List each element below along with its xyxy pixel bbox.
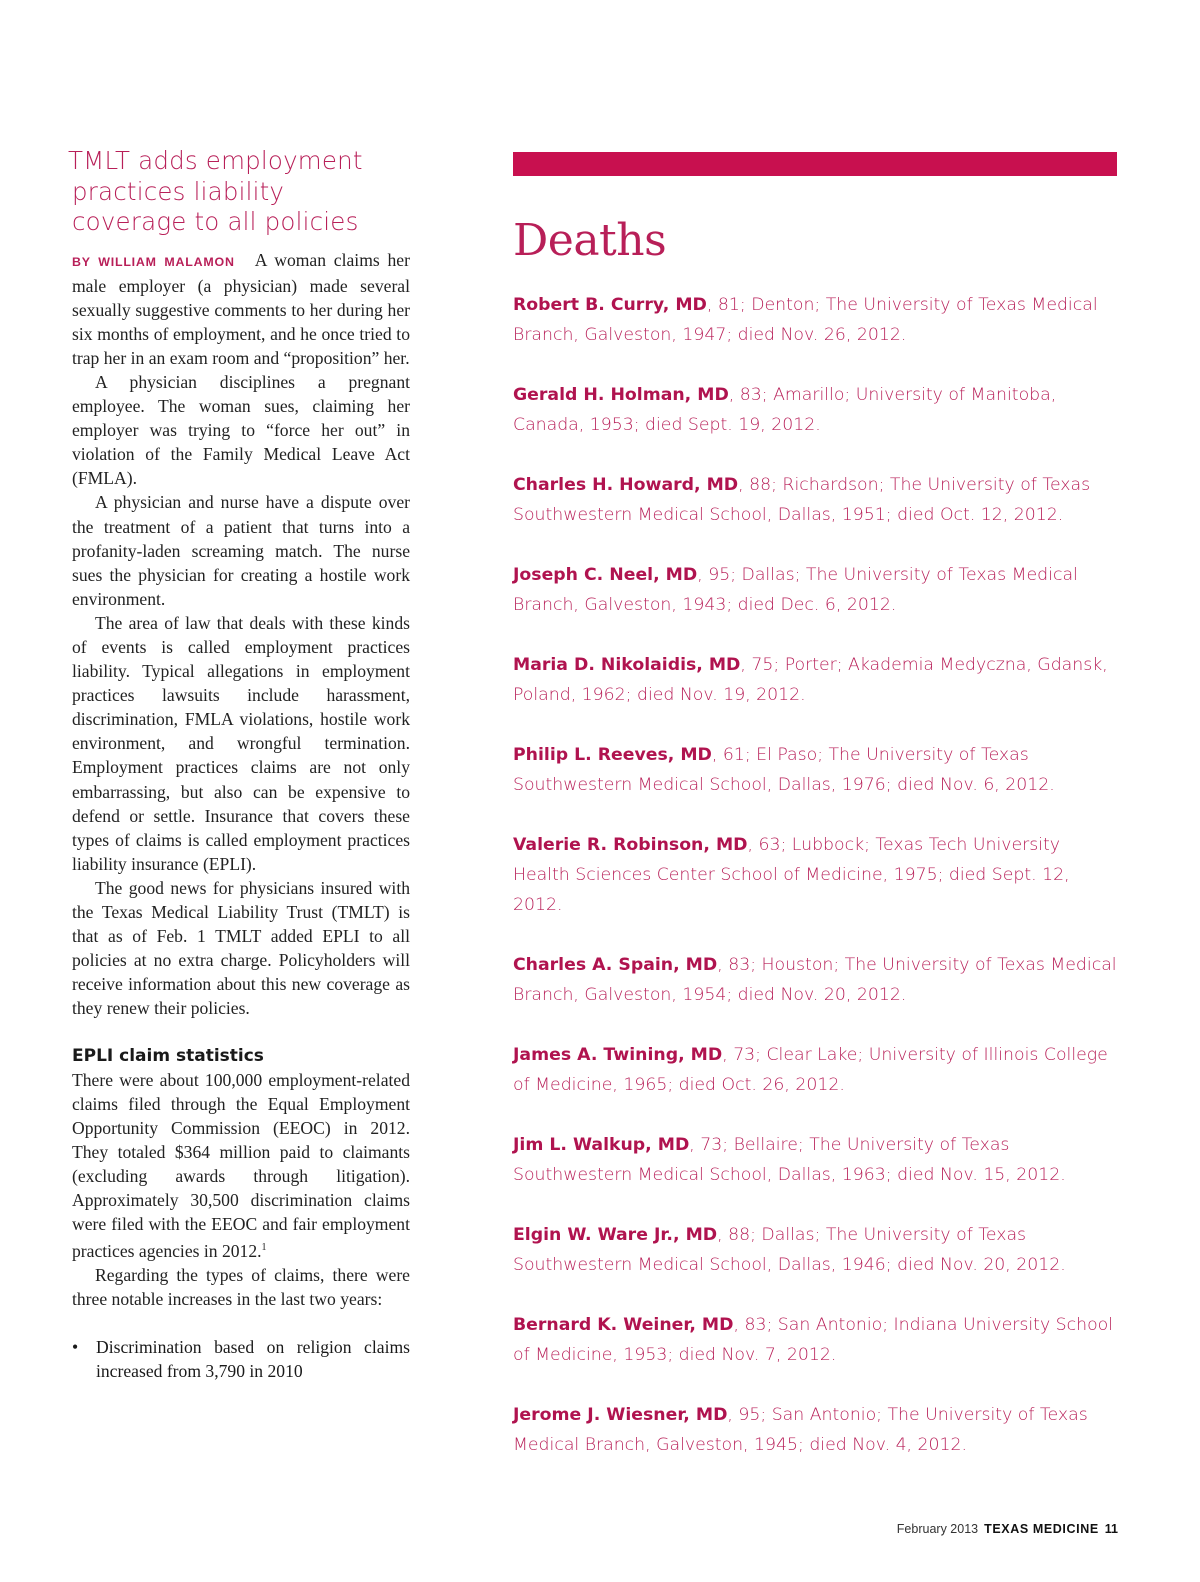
death-entry-details: , 73; Clear Lake; University of Illinois College of Medicine, 1965; died Oct. 26, 2012. xyxy=(513,1045,1108,1095)
types-paragraph: Regarding the types of claims, there were three notable increases in the last two years: xyxy=(72,1265,410,1310)
death-entry-details: , 63; Lubbock; Texas Tech University Health Sciences Center School of Medicine, 1975; died Sept. 12, 2012. xyxy=(513,835,1070,915)
byline: BY WILLIAM MALAMON xyxy=(72,254,235,269)
article-paragraph-4: The area of law that deals with these kinds of events is called employment practices liability. Typical allegations in employment practices lawsuits include harassment, discrimination, FMLA violations, hostile work environment, and wrongful termination. Employment practices claims are not only embarrassing, but also can be expensive to defend or settle. Insurance that covers these types of claims is called employment practices liability insurance (EPLI). xyxy=(72,612,410,874)
death-entry-name: James A. Twining, MD xyxy=(513,1045,723,1065)
death-entry-name: Charles A. Spain, MD xyxy=(513,955,718,975)
page-footer xyxy=(897,1522,1118,1536)
paragraph-text: A woman claims her male employer (a physician) made several sexually suggestive comments to her during her six months of employment, and he once tried to trap her in an exam room and “proposition” her. xyxy=(72,249,410,368)
headline-line-1: TMLT adds employment xyxy=(68,146,363,175)
article-paragraph-3: A physician and nurse have a dispute over the treatment of a patient that turns into a profanity-laden screaming match. The nurse sues the physician for creating a hostile work environment. xyxy=(72,492,410,609)
bullet-text: Discrimination based on religion claims increased from 3,790 in 2010 xyxy=(96,1337,410,1382)
death-entry-name: Jim L. Walkup, MD xyxy=(513,1135,690,1155)
death-entry-details: , 83; San Antonio; Indiana University School of Medicine, 1953; died Nov. 7, 2012. xyxy=(513,1315,1114,1365)
death-entry-details: , 83; Amarillo; University of Manitoba, Canada, 1953; died Sept. 19, 2012. xyxy=(513,385,1057,435)
article-paragraph-1 xyxy=(72,248,410,370)
death-entry xyxy=(513,1400,1117,1460)
death-entry-details: , 81; Denton; The University of Texas Medical Branch, Galveston, 1947; died Nov. 26, 2012. xyxy=(513,295,1098,345)
death-entry-details: , 95; Dallas; The University of Texas Medical Branch, Galveston, 1943; died Dec. 6, 2012. xyxy=(513,565,1078,615)
stats-text: There were about 100,000 employment-related claims filed through the Equal Employment Opportunity Commission (EEOC) in 2012. They totaled $364 million paid to claimants (excluding awards through litigation). Approximately 30,500 discrimination claims were filed with the EEOC and fair employment practices agencies in 2012. xyxy=(72,1069,410,1262)
article-column xyxy=(68,146,410,1383)
death-entry-name: Robert B. Curry, MD xyxy=(513,295,707,315)
footnote-mark: 1 xyxy=(261,1242,267,1254)
claims-bullet-list xyxy=(68,1335,410,1383)
death-entry-name: Elgin W. Ware Jr., MD xyxy=(513,1225,718,1245)
article-paragraph-2: A physician disciplines a pregnant employee. The woman sues, claiming her employer was trying to “force her out” in violation of the Family Medical Leave Act (FMLA). xyxy=(72,371,410,489)
headline-line-2: practices liability xyxy=(72,176,285,206)
death-entry-name: Jerome J. Wiesner, MD xyxy=(513,1405,728,1425)
headline-line-3: coverage to all policies xyxy=(72,207,359,236)
death-entry-details: , 75; Porter; Akademia Medyczna, Gdansk, Poland, 1962; died Nov. 19, 2012. xyxy=(513,655,1108,705)
death-entry xyxy=(513,470,1117,530)
death-entry-details: , 83; Houston; The University of Texas Medical Branch, Galveston, 1954; died Nov. 20, 2012. xyxy=(513,955,1117,1005)
death-entry-name: Joseph C. Neel, MD xyxy=(513,565,698,585)
death-entry-name: Charles H. Howard, MD xyxy=(513,475,739,495)
article-headline xyxy=(68,146,410,238)
death-entry xyxy=(513,560,1117,620)
section-subhead: EPLI claim statistics xyxy=(72,1045,264,1066)
stats-body xyxy=(68,1068,410,1312)
death-entry-name: Bernard K. Weiner, MD xyxy=(513,1315,734,1335)
bullet-dot: • xyxy=(72,1337,79,1358)
death-entry-details: , 88; Dallas; The University of Texas Southwestern Medical School, Dallas, 1946; died Nov. 20, 2012. xyxy=(513,1225,1066,1275)
death-entry-name: Philip L. Reeves, MD xyxy=(513,745,712,765)
accent-bar xyxy=(513,152,1117,176)
article-body xyxy=(68,248,410,1021)
death-entry xyxy=(513,1040,1117,1100)
footer-magazine-name: TEXAS MEDICINE xyxy=(984,1522,1099,1536)
article-paragraph-5: The good news for physicians insured with the Texas Medical Liability Trust (TMLT) is that as of Feb. 1 TMLT added EPLI to all policies at no extra charge. Policyholders will receive information about this new coverage as they renew their policies. xyxy=(72,877,410,1019)
death-entry xyxy=(513,830,1117,920)
death-entry xyxy=(513,950,1117,1010)
death-entry xyxy=(513,290,1117,350)
deaths-title: Deaths xyxy=(513,215,667,266)
death-entry-name: Gerald H. Holman, MD xyxy=(513,385,729,405)
death-entry xyxy=(513,740,1117,800)
death-entry-name: Maria D. Nikolaidis, MD xyxy=(513,655,741,675)
death-entry xyxy=(513,1220,1117,1280)
death-entry xyxy=(513,380,1117,440)
stats-paragraph xyxy=(72,1068,410,1264)
bullet-item xyxy=(72,1335,410,1383)
death-entry-details: , 61; El Paso; The University of Texas Southwestern Medical School, Dallas, 1976; died Nov. 6, 2012. xyxy=(513,745,1055,795)
death-entry-name: Valerie R. Robinson, MD xyxy=(513,835,748,855)
death-entry-details: , 88; Richardson; The University of Texas Southwestern Medical School, Dallas, 1951; died Oct. 12, 2012. xyxy=(513,475,1091,525)
footer-date: February 2013 xyxy=(896,1522,979,1536)
death-entry xyxy=(513,1310,1117,1370)
deaths-column xyxy=(513,152,1117,1490)
deaths-list xyxy=(513,290,1117,1460)
death-entry xyxy=(513,650,1117,710)
death-entry-details: , 73; Bellaire; The University of Texas Southwestern Medical School, Dallas, 1963; died Nov. 15, 2012. xyxy=(513,1135,1066,1185)
death-entry xyxy=(513,1130,1117,1190)
page-number: 11 xyxy=(1104,1522,1118,1536)
death-entry-details: , 95; San Antonio; The University of Texas Medical Branch, Galveston, 1945; died Nov. 4, 2012. xyxy=(513,1405,1088,1455)
